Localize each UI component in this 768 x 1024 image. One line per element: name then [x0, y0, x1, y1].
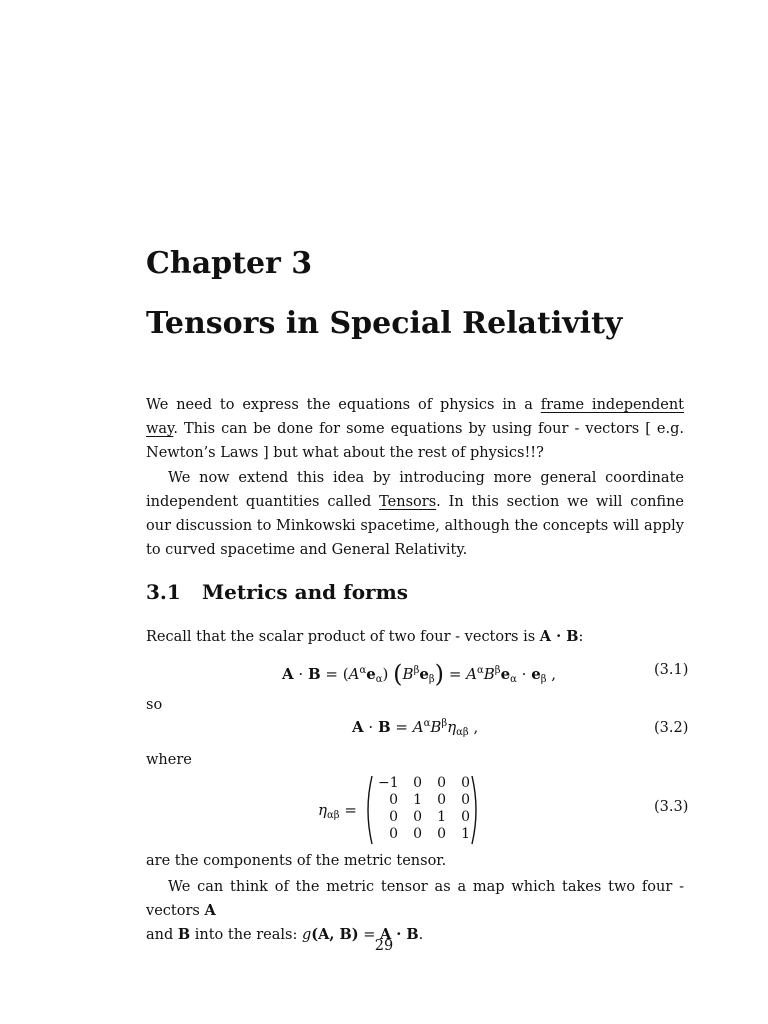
- equation-3-1: $A \cdot B = (A^\alpha e_\alpha) (B^\beta e_\beta) = A^\alpha B^\beta e_\alpha \cdot e_\beta$ ,: [282, 660, 557, 688]
- page-number: 29: [374, 938, 394, 954]
- intro-text: . In this section we will confine our discussion to Minkowski spacetime, although the concepts will apply to curved spacetime and General Relativity.: [146, 494, 684, 558]
- matrix-entry: 0: [389, 826, 398, 842]
- matrix-entry: 0: [413, 826, 422, 842]
- so-word: so: [146, 697, 163, 713]
- matrix-entries: [378, 775, 474, 843]
- chapter-title: Tensors in Special Relativity: [146, 306, 623, 341]
- matrix-entry: −1: [378, 775, 399, 791]
- intro-text: We now extend this idea by introducing more general coordinate independent quantities called: [146, 470, 684, 510]
- equation-number: (3.3): [654, 799, 689, 815]
- matrix-entry: 0: [461, 792, 470, 808]
- matrix-entry: 1: [461, 826, 470, 842]
- matrix-entry: 1: [437, 809, 446, 825]
- matrix-entry: 1: [413, 792, 422, 808]
- intro-text: . This can be done for some equations by using four - vectors [ e.g. Newton’s Laws ] but what about the rest of physics!!?: [146, 421, 684, 461]
- matrix-entry: 0: [413, 809, 422, 825]
- section-heading: [146, 580, 408, 604]
- equation-number: (3.1): [654, 662, 689, 678]
- recall-sentence: Recall that the scalar product of two four - vectors is A · B:: [146, 628, 584, 645]
- matrix-entry: 0: [461, 775, 470, 791]
- matrix-entry: 0: [437, 775, 446, 791]
- matrix-entry: 0: [413, 775, 422, 791]
- metric-map-paragraph: We can think of the metric tensor as a map which takes two four - vectors A and B into the reals: g(A, B) = A · B.: [146, 879, 684, 943]
- matrix-entry: 0: [461, 809, 470, 825]
- equation-3-2: $A \cdot B = A^\alpha B^\beta\eta_{\alpha\beta}$ ,: [352, 718, 479, 738]
- underlined-phrase: frame independent way: [146, 397, 685, 437]
- matrix-entry: 0: [437, 826, 446, 842]
- section-title: Metrics and forms: [202, 580, 408, 604]
- matrix-entry: 0: [389, 792, 398, 808]
- metric-symbol: $\eta_{\alpha\beta}$ =: [318, 801, 357, 821]
- matrix-entry: 0: [437, 792, 446, 808]
- matrix-entry: 0: [389, 809, 398, 825]
- equation-number: (3.2): [654, 720, 689, 736]
- metric-matrix: [362, 774, 482, 846]
- intro-paragraph-1: [146, 393, 684, 465]
- underlined-term: Tensors: [379, 494, 437, 510]
- intro-text: We need to express the equations of physics in a: [146, 397, 541, 413]
- where-word: where: [146, 752, 192, 768]
- chapter-label: Chapter 3: [146, 246, 313, 281]
- components-sentence: are the components of the metric tensor.: [146, 853, 447, 869]
- section-number: 3.1: [146, 580, 181, 604]
- intro-paragraph-2: [146, 466, 684, 562]
